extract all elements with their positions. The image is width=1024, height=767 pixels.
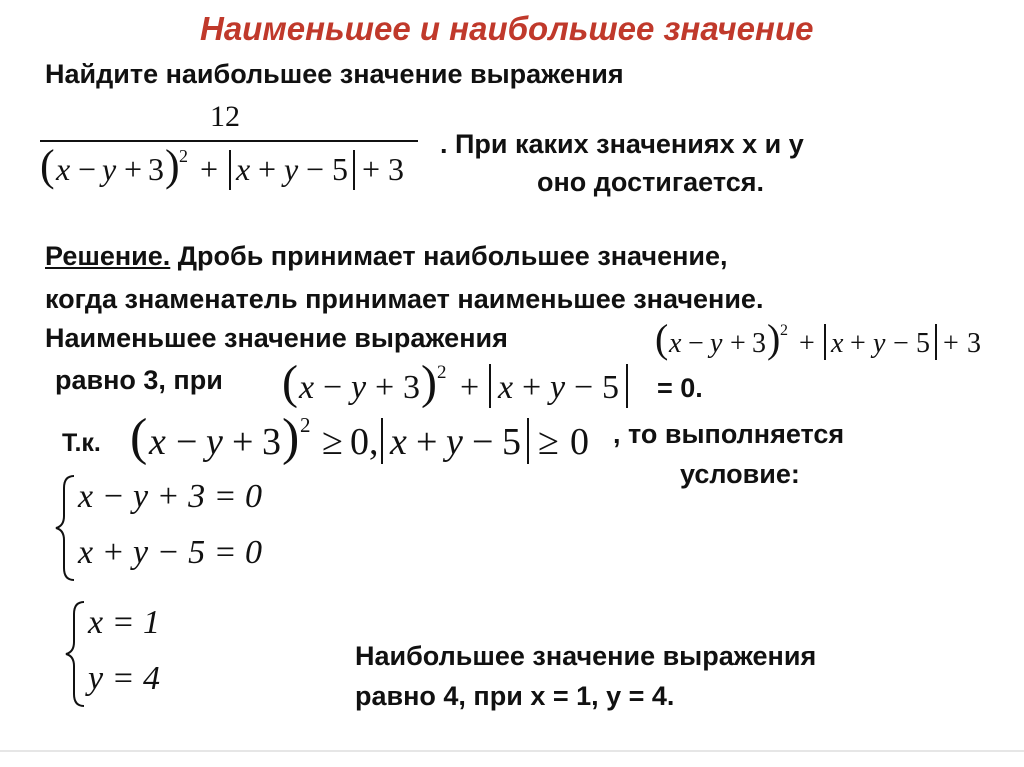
svg-text:+: + (943, 328, 959, 359)
svg-text:+: + (362, 151, 381, 187)
denominator-expression (655, 318, 1024, 368)
system1-eq1: x − y + 3 = 0 (78, 478, 263, 515)
svg-text:(: ( (130, 410, 148, 466)
svg-text:): ) (767, 318, 781, 361)
solution-line-3: Наименьшее значение выражения (45, 323, 508, 353)
svg-text:3: 3 (262, 421, 281, 463)
svg-text:+: + (232, 421, 254, 463)
equation-system-1 (52, 472, 292, 584)
task-line-3: оно достигается. (537, 167, 764, 197)
solution-line-1 (45, 240, 728, 272)
svg-text:+: + (460, 369, 480, 406)
svg-text:≥: ≥ (322, 421, 343, 463)
solution-label: Решение. (45, 241, 171, 271)
system1-eq2: x + y − 5 = 0 (78, 534, 263, 571)
svg-text:+: + (850, 328, 866, 359)
svg-text:x: x (56, 151, 71, 187)
svg-text:2: 2 (437, 362, 447, 383)
svg-text:): ) (282, 410, 300, 466)
svg-text:3: 3 (148, 151, 164, 187)
svg-text:y: y (446, 421, 463, 463)
svg-text:3: 3 (967, 328, 981, 359)
svg-text:+: + (200, 151, 219, 187)
brace-icon (52, 472, 80, 584)
svg-text:2: 2 (179, 146, 188, 166)
svg-text:−: − (306, 151, 325, 187)
svg-text:+: + (522, 369, 542, 406)
svg-text:(: ( (282, 358, 298, 409)
svg-text:x: x (498, 369, 514, 406)
solution-line-4: равно 3, при (55, 365, 223, 395)
svg-text:−: − (78, 151, 97, 187)
svg-text:2: 2 (780, 322, 788, 339)
task-line-2: . При каких значениях х и у (440, 129, 804, 159)
equals-zero: = 0. (657, 373, 703, 403)
svg-text:0,: 0, (350, 421, 379, 463)
slide-title: Наименьшее и наибольшее значение (200, 10, 814, 47)
svg-text:−: − (688, 328, 704, 359)
bottom-divider (0, 750, 1024, 752)
svg-text:y: y (550, 369, 566, 406)
answer-line-1: Наибольшее значение выражения (355, 641, 817, 671)
svg-text:+: + (375, 369, 395, 406)
brace-icon (62, 598, 90, 710)
svg-text:≥: ≥ (538, 421, 559, 463)
fraction-expression (40, 98, 420, 208)
svg-text:+: + (730, 328, 746, 359)
svg-text:+: + (416, 421, 438, 463)
svg-text:−: − (893, 328, 909, 359)
svg-text:y: y (206, 421, 223, 463)
since-label: Т.к. (62, 429, 101, 457)
svg-text:): ) (165, 142, 180, 190)
svg-text:+: + (124, 151, 143, 187)
svg-text:x: x (149, 421, 166, 463)
solution-line-1-text: Дробь принимает наибольшее значение, (170, 241, 728, 271)
svg-text:2: 2 (300, 413, 311, 437)
svg-text:x: x (236, 151, 251, 187)
svg-text:x: x (831, 328, 844, 359)
svg-text:0: 0 (570, 421, 589, 463)
svg-text:y: y (873, 328, 886, 359)
fraction-denominator (40, 142, 420, 198)
svg-text:5: 5 (502, 421, 521, 463)
svg-text:3: 3 (388, 151, 404, 187)
svg-text:x: x (669, 328, 682, 359)
svg-text:+: + (258, 151, 277, 187)
svg-text:x: x (299, 369, 315, 406)
svg-text:y: y (710, 328, 723, 359)
svg-text:3: 3 (403, 369, 420, 406)
svg-text:y: y (351, 369, 367, 406)
fraction-numerator: 12 (210, 100, 240, 133)
svg-text:5: 5 (332, 151, 348, 187)
svg-text:−: − (574, 369, 594, 406)
system2-eq2: y = 4 (88, 660, 161, 697)
svg-text:+: + (799, 328, 815, 359)
condition-line-1: , то выполняется (613, 419, 845, 449)
svg-text:5: 5 (602, 369, 619, 406)
solution-line-2: когда знаменатель принимает наименьшее значение. (45, 284, 764, 314)
zero-condition-expression (282, 358, 652, 416)
svg-text:(: ( (655, 318, 669, 361)
svg-text:x: x (390, 421, 407, 463)
task-line-1: Найдите наибольшее значение выражения (45, 59, 624, 89)
nonnegativity-expression (130, 410, 610, 472)
equation-system-2 (62, 598, 202, 710)
svg-text:−: − (472, 421, 494, 463)
svg-text:5: 5 (916, 328, 930, 359)
svg-text:−: − (323, 369, 343, 406)
svg-text:y: y (284, 151, 299, 187)
svg-text:y: y (102, 151, 117, 187)
svg-text:): ) (421, 358, 437, 409)
svg-text:(: ( (40, 142, 55, 190)
answer-line-2: равно 4, при х = 1, у = 4. (355, 681, 675, 711)
svg-text:−: − (176, 421, 198, 463)
system2-eq1: x = 1 (88, 604, 161, 641)
condition-line-2: условие: (680, 459, 800, 489)
svg-text:3: 3 (752, 328, 766, 359)
